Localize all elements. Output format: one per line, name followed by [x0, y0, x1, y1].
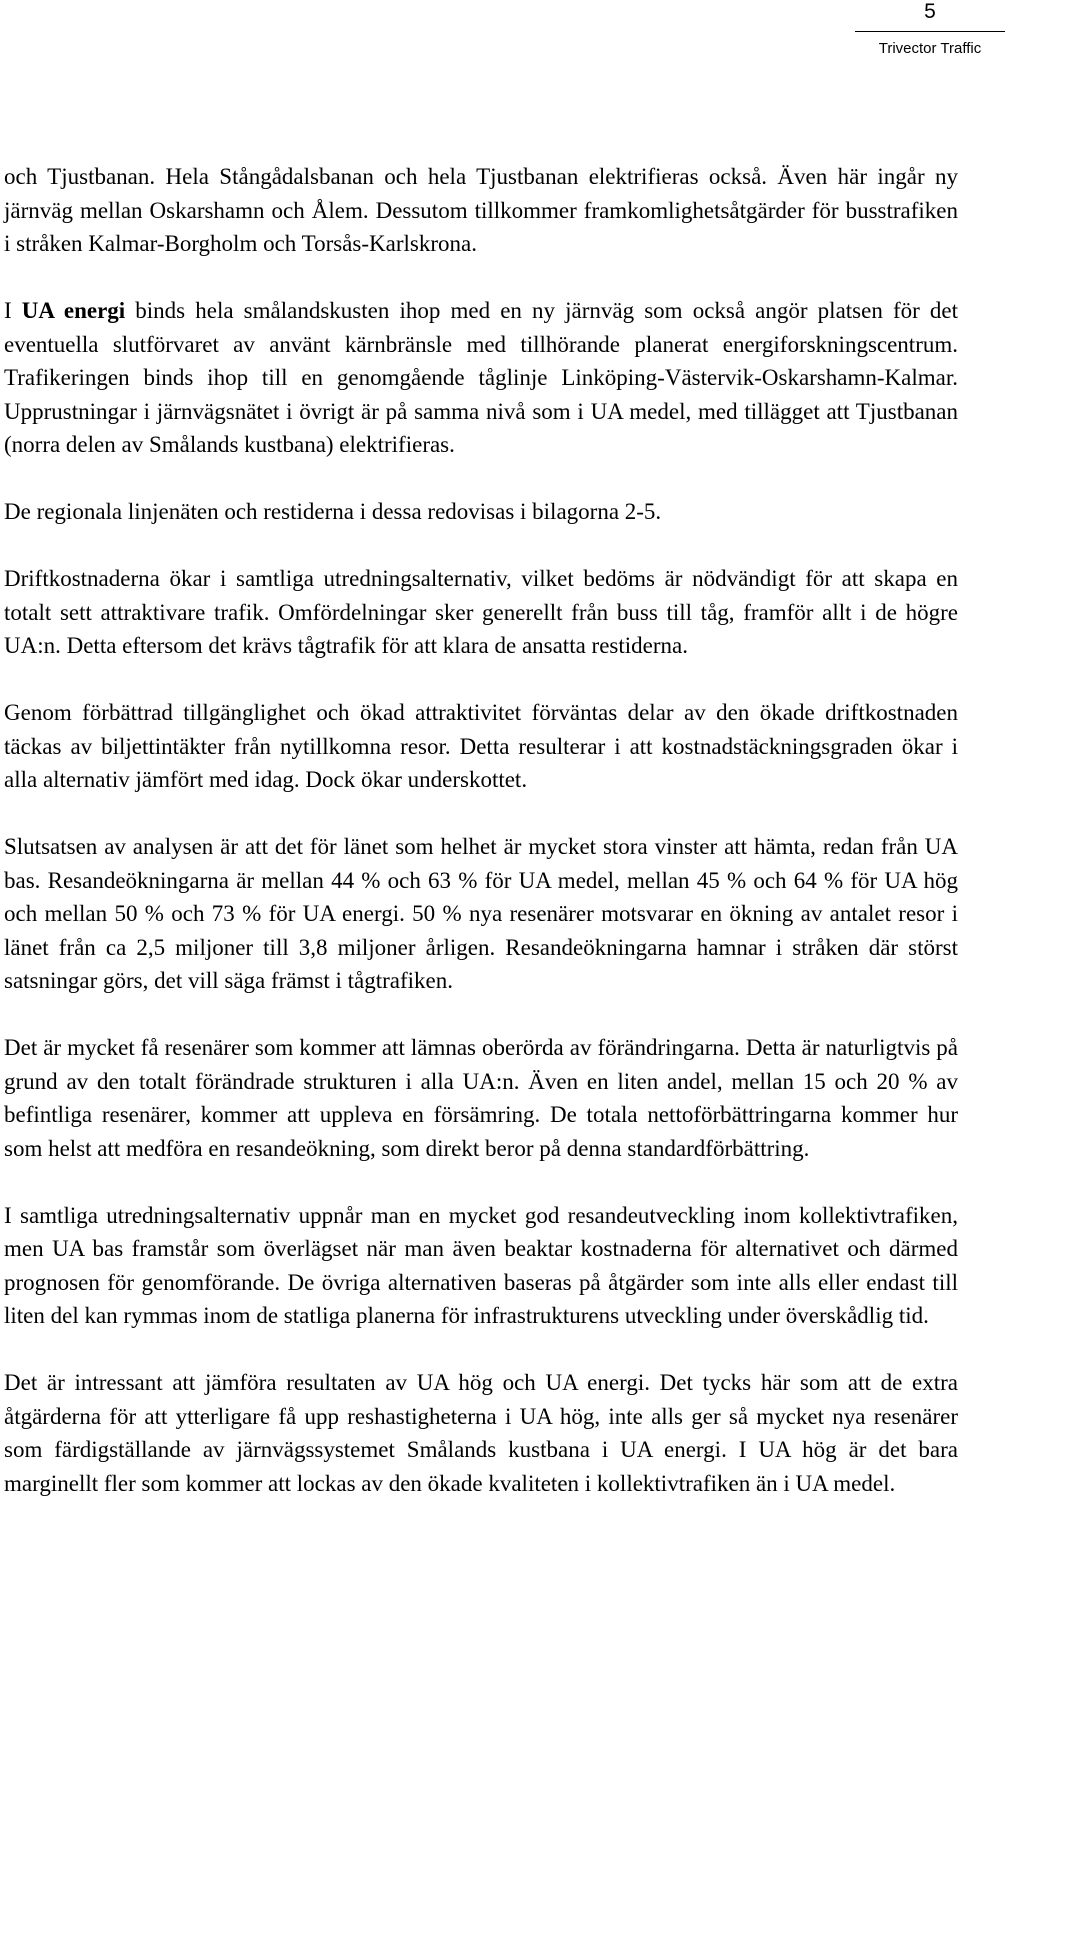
alternative-name-bold: UA energi	[21, 298, 126, 323]
paragraph-4: Driftkostnaderna ökar i samtliga utredningsalternativ, vilket bedöms är nödvändigt för att skapa en totalt sett attraktivare trafik. Omfördelningar sker generellt från buss till tåg, framför allt i de högre UA:n. Detta eftersom det krävs tågtrafik för att klara de ansatta restiderna.	[4, 566, 958, 658]
page-number: 5	[924, 0, 936, 23]
paragraph-5: Genom förbättrad tillgänglighet och ökad attraktivitet förväntas delar av den ökade driftkostnaden täckas av biljettintäkter från nytillkomna resor. Detta resulterar i att kostnadstäckningsgraden ökar i alla alternativ jämfört med idag. Dock ökar underskottet.	[4, 700, 958, 792]
paragraph-3: De regionala linjenäten och restiderna i dessa redovisas i bilagorna 2-5.	[4, 499, 662, 524]
paragraph-1: och Tjustbanan. Hela Stångådalsbanan och hela Tjustbanan elektrifieras också. Även här ingår ny järnväg mellan Oskarshamn och Ålem. Dessutom tillkommer framkomlighetsåtgärder för busstrafiken i stråken Kalmar-Borgholm och Torsås-Karlskrona.	[4, 164, 958, 256]
paragraph-2: I UA energi binds hela smålandskusten ihop med en ny järnväg som också angör platsen för det eventuella slutförvaret av använt kärnbränsle med tillhörande planerat energiforskningscentrum. Trafikeringen binds ihop till en genomgående tåglinje Linköping-Västervik-Oskarshamn-Kalmar. Upprustningar i järnvägsnätet i övrigt är på samma nivå som i UA medel, med tillägget att Tjustbanan (norra delen av Smålands kustbana) elektrifieras.	[4, 298, 958, 457]
body-text	[4, 160, 958, 1534]
paragraph-6: Slutsatsen av analysen är att det för länet som helhet är mycket stora vinster att hämta, redan från UA bas. Resandeökningarna är mellan 44 % och 63 % för UA medel, mellan 45 % och 64 % för UA hög och mellan 50 % och 73 % för UA energi. 50 % nya resenärer motsvarar en ökning av antalet resor i länet från ca 2,5 miljoner till 3,8 miljoner årligen. Resandeökningarna hamnar i stråken där störst satsningar görs, det vill säga främst i tågtrafiken.	[4, 834, 958, 993]
paragraph-7: Det är mycket få resenärer som kommer att lämnas oberörda av förändringarna. Detta är naturligtvis på grund av den totalt förändrade strukturen i alla UA:n. Även en liten andel, mellan 15 och 20 % av befintliga resenärer, kommer att uppleva en försämring. De totala nettoförbättringarna kommer hur som helst att medföra en resandeökning, som direkt beror på denna standardförbättring.	[4, 1035, 958, 1161]
paragraph-8: I samtliga utredningsalternativ uppnår man en mycket god resandeutveckling inom kollektivtrafiken, men UA bas framstår som överlägset när man även beaktar kostnaderna för alternativet och därmed prognosen för genomförande. De övriga alternativen baseras på åtgärder som inte alls eller endast till liten del kan rymmas inom de statliga planerna för infrastrukturens utveckling under överskådlig tid.	[4, 1202, 958, 1328]
paragraph-9: Det är intressant att jämföra resultaten av UA hög och UA energi. Det tycks här som att de extra åtgärderna för att ytterligare få upp reshastigheterna i UA hög, inte alls ger så mycket nya resenärer som färdigställande av järnvägssystemet Smålands kustbana i UA energi. I UA hög är det bara marginellt fler som kommer att lockas av den ökade kvaliteten i kollektivtrafiken än i UA medel.	[4, 1370, 958, 1496]
header-divider	[855, 31, 1005, 32]
page-header	[760, 0, 982, 70]
company-name: Trivector Traffic	[878, 40, 982, 57]
